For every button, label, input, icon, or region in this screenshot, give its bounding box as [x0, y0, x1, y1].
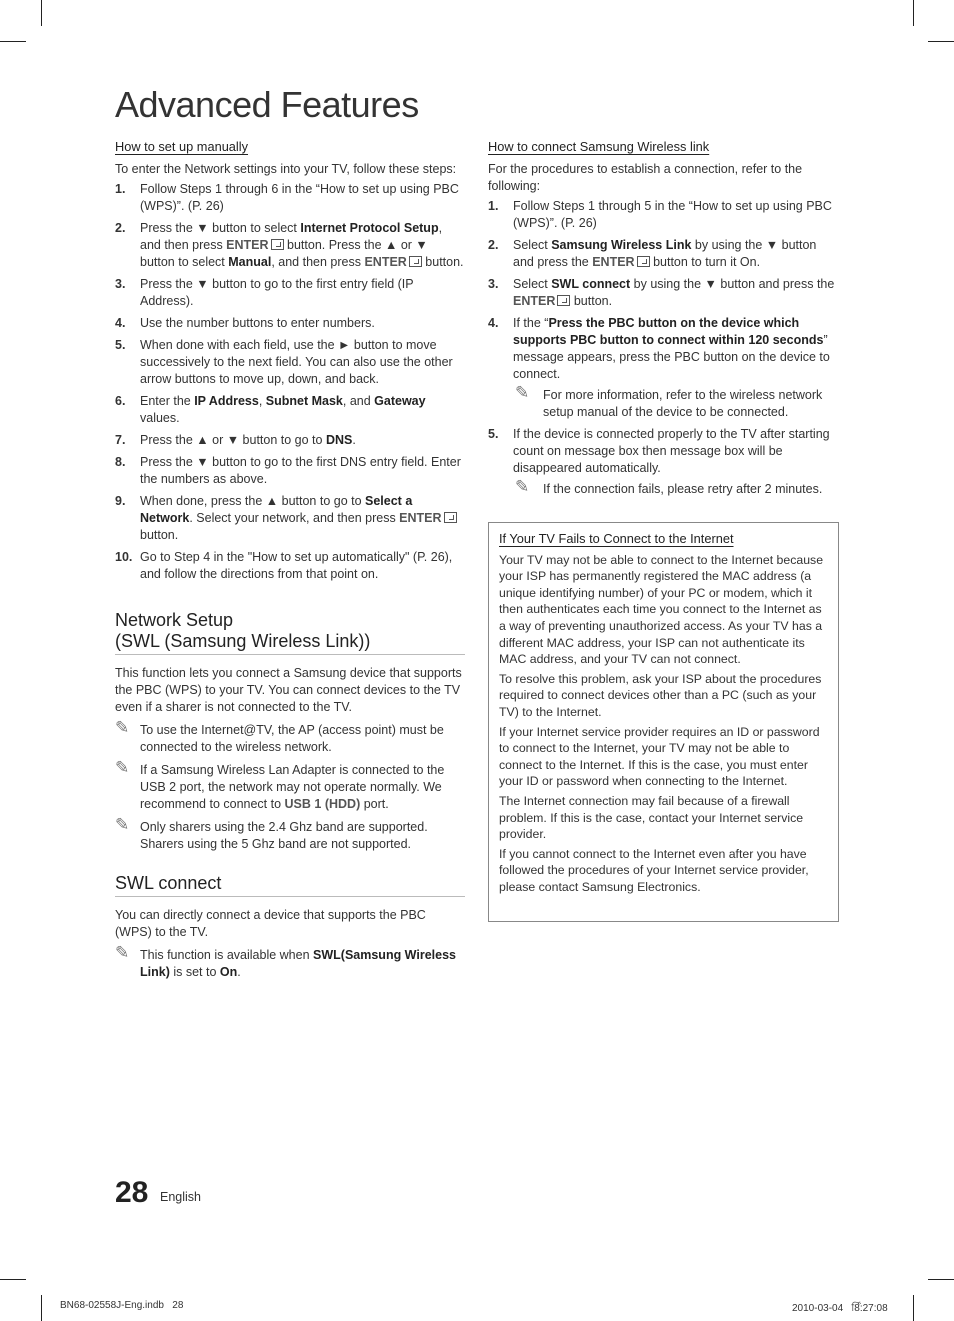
text-run: values. — [140, 411, 180, 425]
enter-icon — [557, 295, 570, 306]
text-run: Press the ▼ button to go to the first entry field (IP Address). — [140, 277, 414, 308]
bold-term: SWL connect — [551, 277, 631, 291]
step-number: 2. — [115, 221, 126, 235]
text-run: button. — [570, 294, 613, 308]
info-paragraph: To resolve this problem, ask your ISP about the procedures required to connect devices other than a PC (such as your TV) to the Internet. — [499, 671, 822, 719]
text-run: Press the ▲ or ▼ button to go to — [140, 433, 326, 447]
step-number: 7. — [115, 433, 126, 447]
crop-mark — [928, 1279, 954, 1280]
samsung-link-intro: For the procedures to establish a connection, refer to the following: — [488, 162, 803, 193]
note-item — [115, 815, 465, 853]
step-item — [488, 276, 840, 310]
bold-term: Subnet Mask — [265, 394, 343, 408]
network-setup-heading-line1: Network Setup — [115, 610, 234, 630]
step-number: 5. — [115, 338, 126, 352]
text-run: port. — [360, 797, 389, 811]
pencil-note-icon: ✎ — [115, 718, 130, 737]
bold-term: IP Address — [194, 394, 259, 408]
bold-term: SWL(Samsung Wireless Link) — [140, 948, 456, 979]
text-run: When done with each field, use the ► button to move successively to the next field. You can also use the other arrow buttons to move up, down, and back. — [140, 338, 453, 386]
internet-trouble-box — [488, 522, 839, 922]
text-run: . — [237, 965, 241, 979]
step-number: 5. — [488, 427, 499, 441]
bold-term: DNS — [325, 433, 353, 447]
text-run: . — [352, 433, 356, 447]
text-run: , and then press — [140, 221, 443, 252]
bold-term: Internet Protocol Setup — [300, 221, 439, 235]
crop-mark — [41, 1295, 42, 1321]
text-run: If the “ — [513, 316, 549, 330]
bold-term: Select a Network — [140, 494, 413, 525]
text-run: by using the ▼ button and press the — [513, 238, 817, 269]
bold-term: Press the PBC button on the device which supports PBC button to connect within 120 seconds — [513, 316, 824, 347]
text-run: This function is available when — [140, 948, 314, 962]
text-run: Press the ▼ button to go to the first DNS entry field. Enter the numbers as above. — [140, 455, 461, 486]
pencil-note-icon: ✎ — [115, 943, 130, 962]
step-note — [513, 477, 840, 498]
bold-term: Samsung Wireless Link — [551, 238, 692, 252]
step-item — [115, 181, 465, 215]
text-run: If the device is connected properly to the TV after starting count on message box then message box will be disappeared automatically. — [513, 427, 830, 475]
text-run: Follow Steps 1 through 6 in the “How to set up using PBC (WPS)”. (P. 26) — [140, 182, 459, 213]
text-run: is set to — [169, 965, 220, 979]
step-number: 1. — [115, 182, 126, 196]
text-run: , and then press — [271, 255, 365, 269]
button-name: USB 1 (HDD) — [284, 797, 361, 811]
text-run: Go to Step 4 in the "How to set up automatically" (P. 26), and follow the directions from that point on. — [140, 550, 453, 581]
text-run: Use the number buttons to enter numbers. — [140, 316, 375, 330]
text-run: button. — [140, 528, 179, 542]
step-number: 4. — [115, 316, 126, 330]
text-run: button. Press the ▲ or ▼ button to select — [140, 238, 428, 269]
samsung-link-heading: How to connect Samsung Wireless link — [488, 139, 710, 154]
text-run: If a Samsung Wireless Lan Adapter is connected to the USB 2 port, the network may not operate normally. We recommend to connect to — [140, 763, 445, 811]
swl-connect-intro: You can directly connect a device that supports the PBC (WPS) to the TV. — [115, 908, 426, 939]
network-setup-intro: This function lets you connect a Samsung device that supports the PBC (WPS) to your TV. You can connect devices to the TV even if a sharer is not connected to the TV. — [115, 666, 462, 714]
internet-trouble-paragraphs — [499, 552, 828, 896]
pencil-note-icon: ✎ — [115, 758, 130, 777]
pencil-note-icon: ✎ — [515, 477, 530, 496]
step-item — [115, 393, 465, 427]
page-title: Advanced Features — [115, 84, 419, 125]
print-file-name: BN68-02558J-Eng.indb 28 — [60, 1300, 184, 1311]
step-item — [488, 198, 840, 232]
enter-icon — [271, 239, 284, 250]
step-item — [488, 315, 840, 421]
step-item — [115, 549, 465, 583]
button-name: ENTER — [513, 294, 556, 308]
enter-icon — [637, 256, 650, 267]
step-number: 10. — [115, 550, 133, 564]
crop-mark — [0, 1279, 26, 1280]
bold-term: Manual — [228, 255, 272, 269]
text-run: Select — [513, 277, 552, 291]
step-item — [488, 237, 840, 271]
manual-setup-steps — [115, 181, 465, 583]
text-run: Select — [513, 238, 552, 252]
pencil-note-icon: ✎ — [115, 815, 130, 834]
step-note-text: For more information, refer to the wireless network setup manual of the device to be connected. — [543, 388, 823, 419]
page-language: English — [160, 1190, 201, 1204]
print-timestamp: 2010-03-04 ￯ 8:27:08 — [792, 1303, 888, 1314]
step-item — [115, 220, 465, 271]
step-item — [488, 426, 840, 498]
step-item — [115, 432, 465, 449]
step-number: 4. — [488, 316, 499, 330]
button-name: ENTER — [226, 238, 269, 252]
crop-mark — [0, 41, 26, 42]
text-run: . Select your network, and then press — [189, 511, 400, 525]
bold-term: Gateway — [374, 394, 426, 408]
note-item — [115, 758, 465, 813]
text-run: To use the Internet@TV, the AP (access point) must be connected to the wireless network. — [140, 723, 444, 754]
network-setup-heading-line2: (SWL (Samsung Wireless Link)) — [115, 631, 371, 651]
bold-term: On — [219, 965, 238, 979]
text-run: When done, press the ▲ button to go to — [140, 494, 366, 508]
step-number: 9. — [115, 494, 126, 508]
crop-mark — [41, 0, 42, 26]
step-note — [513, 383, 840, 421]
page-number: 28 — [115, 1176, 149, 1209]
crop-mark — [928, 41, 954, 42]
info-paragraph: If your Internet service provider requires an ID or password to connect to the Internet, your TV may not be able to connect to the Internet. If this is the case, you must enter your ID or password when connecting to the Internet. — [499, 724, 820, 789]
step-number: 8. — [115, 455, 126, 469]
step-note-text: If the connection fails, please retry after 2 minutes. — [543, 482, 823, 496]
network-setup-notes — [115, 718, 465, 853]
step-item — [115, 454, 465, 488]
left-column — [115, 138, 465, 987]
text-run: , — [258, 394, 266, 408]
network-setup-heading — [115, 610, 465, 655]
text-run: Only sharers using the 2.4 Ghz band are supported. Sharers using the 5 Ghz band are not supported. — [140, 820, 428, 851]
step-number: 1. — [488, 199, 499, 213]
text-run: button to turn it On. — [649, 255, 761, 269]
step-item — [115, 493, 465, 544]
note-item — [115, 718, 465, 756]
button-name: ENTER — [592, 255, 635, 269]
button-name: ENTER — [364, 255, 407, 269]
text-run: Press the ▼ button to select — [140, 221, 301, 235]
internet-trouble-heading: If Your TV Fails to Connect to the Internet — [499, 531, 734, 546]
swl-connect-notes — [115, 943, 465, 981]
step-number: 3. — [488, 277, 499, 291]
step-item — [115, 337, 465, 388]
step-item — [115, 315, 465, 332]
swl-connect-heading: SWL connect — [115, 873, 465, 897]
step-item — [115, 276, 465, 310]
note-item — [115, 943, 465, 981]
info-paragraph: Your TV may not be able to connect to the Internet because your ISP has permanently registered the MAC address (a unique identifying number) of your PC or modem, which it then authenticates each time you connect to the Internet as a way of preventing unauthorized access. As your TV has a different MAC address, your ISP can not authenticate its MAC address, and your TV can not connect. — [499, 552, 824, 667]
crop-mark — [913, 0, 914, 26]
manual-setup-intro: To enter the Network settings into your TV, follow these steps: — [115, 162, 457, 176]
info-paragraph: If you cannot connect to the Internet even after you have followed the procedures of your Internet service provider, please contact Samsung Electronics. — [499, 846, 809, 894]
enter-icon — [444, 512, 457, 523]
step-number: 6. — [115, 394, 126, 408]
text-run: Enter the — [140, 394, 195, 408]
step-number: 2. — [488, 238, 499, 252]
right-column — [488, 138, 840, 503]
samsung-link-steps — [488, 198, 840, 498]
manual-setup-heading: How to set up manually — [115, 139, 249, 154]
text-run: button. — [421, 255, 464, 269]
info-paragraph: The Internet connection may fail because of a firewall problem. If this is the case, contact your Internet service provider. — [499, 793, 804, 842]
crop-mark — [913, 1295, 914, 1321]
enter-icon — [409, 256, 422, 267]
text-run: ” message appears, press the PBC button on the device to connect. — [513, 333, 830, 381]
text-run: Follow Steps 1 through 5 in the “How to set up using PBC (WPS)”. (P. 26) — [513, 199, 832, 230]
text-run: by using the ▼ button and press the — [630, 277, 835, 291]
text-run: , and — [342, 394, 375, 408]
step-number: 3. — [115, 277, 126, 291]
pencil-note-icon: ✎ — [515, 383, 530, 402]
button-name: ENTER — [399, 511, 442, 525]
